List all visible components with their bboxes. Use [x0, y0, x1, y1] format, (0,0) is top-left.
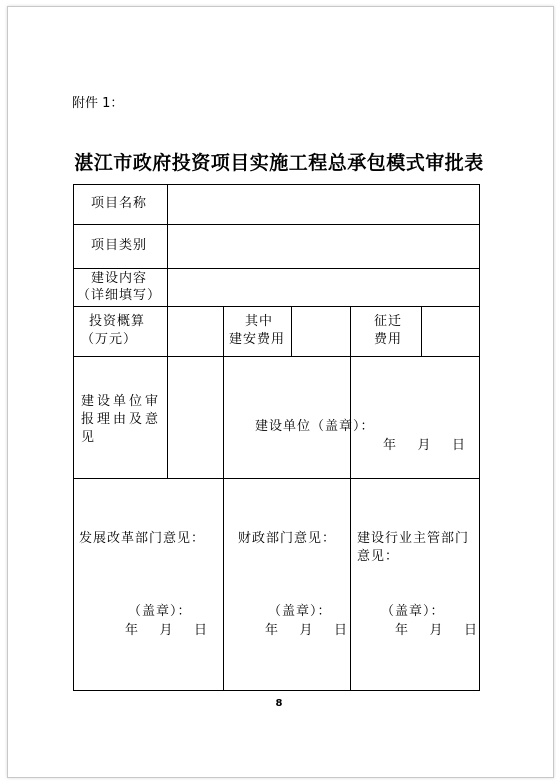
row-divider — [73, 224, 480, 225]
table-border-right — [479, 184, 480, 691]
content-label-line2: （详细填写） — [77, 288, 162, 303]
approval-table — [73, 184, 480, 691]
industry-seal-text: （盖章）： — [381, 604, 445, 619]
label-column-divider — [167, 184, 168, 478]
finance-seal-text: （盖章）： — [268, 604, 332, 619]
project-type-label: 项目类别 — [91, 238, 148, 253]
industry-date-text: 年 月 日 — [395, 623, 479, 638]
unit-seal-text: 建设单位（盖章）： — [255, 419, 375, 434]
row-divider — [73, 268, 480, 269]
construction-cost-label: 建安费用 — [229, 332, 286, 347]
page-number: 8 — [275, 698, 283, 709]
levy-label-line1: 征迁 — [374, 314, 403, 329]
industry-opinion-label-line1: 建设行业主管部门 — [357, 531, 470, 546]
row-divider — [73, 478, 480, 479]
table-border-top — [73, 184, 480, 185]
drc-date-text: 年 月 日 — [125, 623, 209, 638]
row-divider — [73, 356, 480, 357]
project-name-label: 项目名称 — [91, 196, 148, 211]
content-label-line1: 建设内容 — [91, 271, 148, 286]
unit-opinion-label-line2: 报理由及意 — [81, 412, 162, 427]
investment-label-line2: （万元） — [81, 332, 138, 347]
finance-date-text: 年 月 日 — [265, 623, 349, 638]
column-divider — [223, 306, 224, 691]
attachment-label: 附件 1： — [72, 96, 124, 111]
row-divider — [73, 306, 480, 307]
column-divider — [421, 306, 422, 356]
column-divider — [291, 306, 292, 356]
unit-opinion-label-line3: 见 — [81, 430, 96, 445]
table-border-left — [73, 184, 74, 691]
investment-label-line1: 投资概算 — [89, 314, 146, 329]
levy-label-line2: 费用 — [374, 332, 403, 347]
industry-opinion-label-line2: 意见： — [357, 549, 400, 564]
drc-opinion-label: 发展改革部门意见： — [79, 531, 206, 546]
unit-date-text: 年 月 日 — [383, 438, 467, 453]
unit-opinion-label-line1: 建设单位审 — [81, 394, 162, 409]
column-divider — [350, 306, 351, 691]
drc-seal-text: （盖章）： — [128, 604, 192, 619]
finance-opinion-label: 财政部门意见： — [238, 531, 337, 546]
of-which-label: 其中 — [245, 314, 274, 329]
document-title: 湛江市政府投资项目实施工程总承包模式审批表 — [74, 152, 484, 174]
table-border-bottom — [73, 690, 480, 691]
